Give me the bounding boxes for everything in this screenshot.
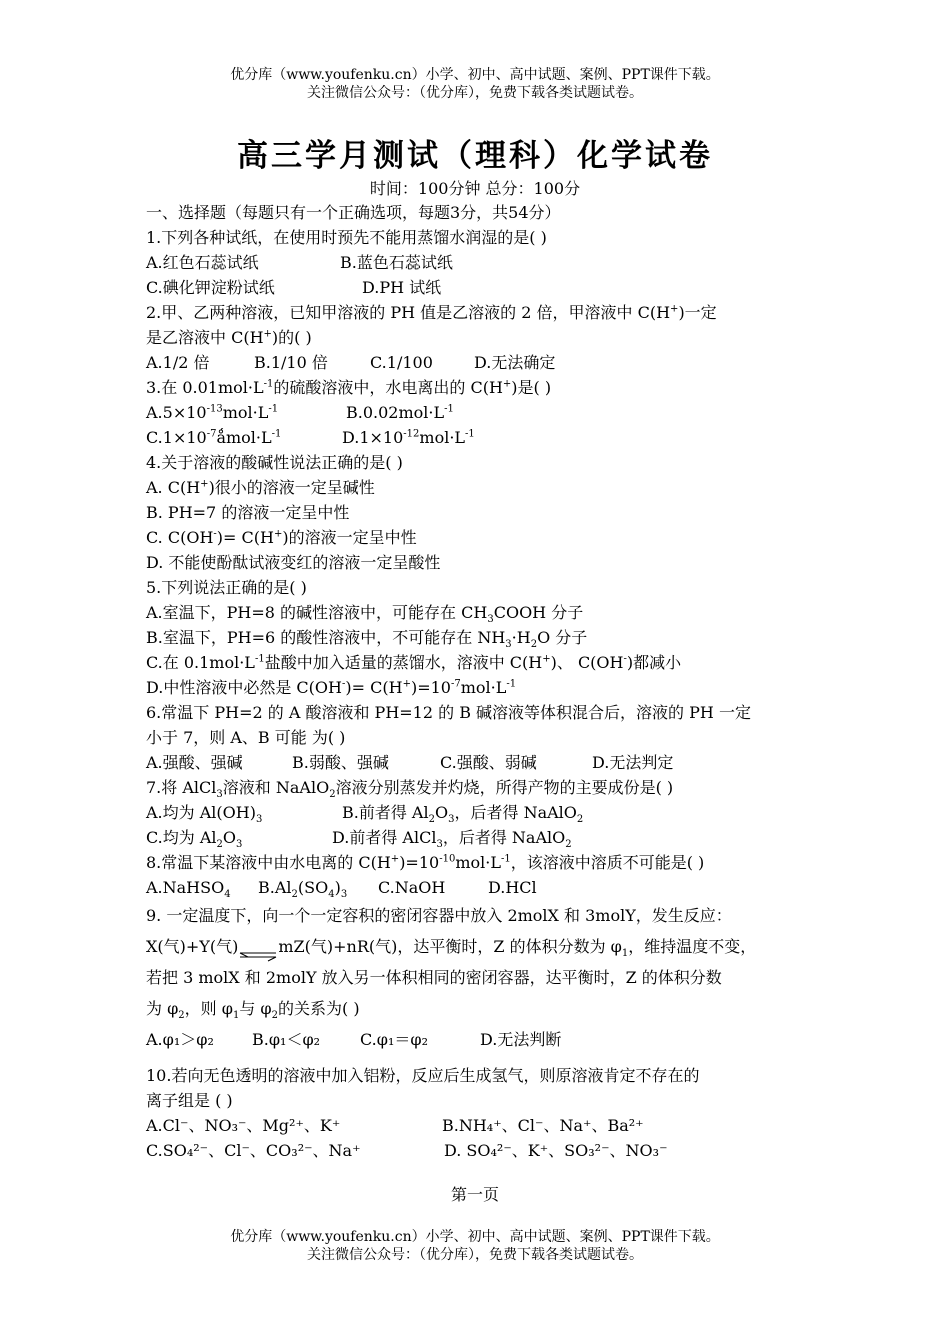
footer-line1: 优分库（www.youfenku.cn）小学、初中、高中试题、案例、PPT课件下载。 bbox=[230, 1229, 720, 1245]
q5-option-a: A.室温下，PH=8 的碱性溶液中，可能存在 $CH_3COOH$ 分子 bbox=[146, 603, 584, 626]
question-7-options-cd bbox=[146, 825, 812, 850]
question-5-stem: 5.下列说法正确的是( ) bbox=[146, 578, 307, 597]
question-9-stem-4: 为 $\varphi_2$，则 $\varphi_1$与 $\varphi_2$的关系为( ) bbox=[146, 999, 360, 1022]
q1-option-a: A.红色石蕊试纸 bbox=[146, 253, 259, 272]
q4-option-d: D. 不能使酚酞试液变红的溶液一定呈酸性 bbox=[146, 553, 441, 572]
q2-option-d: D.无法确定 bbox=[474, 353, 556, 372]
question-2-stem: 2.甲、乙两种溶液，已知甲溶液的 PH 值是乙溶液的 2 倍，甲溶液中 C(H+)一定 bbox=[146, 303, 717, 322]
question-3-options-cd bbox=[146, 425, 812, 450]
q10-option-a: A.Cl⁻、NO₃⁻、Mg²⁺、K⁺ bbox=[146, 1116, 341, 1135]
page-number: 第一页 bbox=[450, 1185, 499, 1204]
q10-option-c: C.SO₄²⁻、Cl⁻、CO₃²⁻、Na⁺ bbox=[146, 1141, 361, 1160]
question-6-stem: 6.常温下 PH=2 的 A 酸溶液和 PH=12 的 B 碱溶液等体积混合后，溶液的 PH 一定 bbox=[146, 703, 751, 722]
question-6-stem-cont: 小于 7，则 A、B 可能 为( ) bbox=[146, 728, 346, 747]
question-10-stem: 10.若向无色透明的溶液中加入铝粉，反应后生成氢气，则原溶液肯定不存在的 bbox=[146, 1066, 700, 1085]
q6-option-d: D.无法判定 bbox=[592, 753, 674, 772]
q1-option-b: B.蓝色石蕊试纸 bbox=[340, 253, 453, 272]
q7-option-b: B.前者得 $Al_2O_3$，后者得 NaAlO$_2$ bbox=[342, 803, 584, 826]
exam-body bbox=[146, 200, 812, 1163]
q2-option-a: A.1/2 倍 bbox=[146, 353, 210, 372]
q3-option-c: $C.1\times 10^{-7}ǻmol\cdot L^{-1}$ bbox=[146, 428, 282, 447]
q5-option-d: D.中性溶液中必然是 $C(OH^-)= C(H^+)=10^{-7}mol\cdot L^{-1}$ bbox=[146, 678, 517, 697]
q4-option-b: B. PH=7 的溶液一定呈中性 bbox=[146, 503, 350, 522]
question-9-stem: 9. 一定温度下，向一个一定容积的密闭容器中放入 2molX 和 3molY，发生反应： bbox=[146, 906, 732, 925]
question-8-options bbox=[146, 875, 812, 900]
question-8-stem: 8.常温下某溶液中由水电离的 $C(H^+)=10^{-10}mol\cdot L^{-1}$，该溶液中溶质不可能是( ) bbox=[146, 853, 705, 872]
question-4-stem: 4.关于溶液的酸碱性说法正确的是( ) bbox=[146, 453, 403, 472]
q10-option-b: B.NH₄⁺、Cl⁻、Na⁺、Ba²⁺ bbox=[442, 1116, 644, 1135]
q3-option-d: $D.1\times 10^{-12}mol\cdot L^{-1}$ bbox=[342, 428, 475, 447]
question-9-stem-2: X(气)+Y(气) mZ(气)+nR(气)，达平衡时，Z 的体积分数为 $\varphi_1$，维持温度不变， bbox=[146, 937, 757, 960]
q2-option-c: C.1/100 bbox=[370, 353, 433, 372]
question-10-stem-cont: 离子组是 ( ) bbox=[146, 1091, 233, 1110]
site-header bbox=[0, 66, 950, 102]
q9-option-c: C.φ₁＝φ₂ bbox=[360, 1030, 428, 1049]
header-line2: 关注微信公众号：（优分库），免费下载各类试题试卷。 bbox=[307, 85, 643, 101]
q8-option-d: D.HCl bbox=[488, 878, 537, 897]
q7-option-c: C.均为 $Al_2O_3$ bbox=[146, 828, 243, 851]
question-9-stem-3: 若把 3 molX 和 2molY 放入另一体积相同的密闭容器，达平衡时，Z 的体积分数 bbox=[146, 968, 722, 987]
page-title: 高三学月测试（理科）化学试卷 bbox=[237, 138, 713, 174]
q8-option-c: C.NaOH bbox=[378, 878, 446, 897]
header-line1: 优分库（www.youfenku.cn）小学、初中、高中试题、案例、PPT课件下载。 bbox=[230, 67, 720, 83]
question-1-stem: 1.下列各种试纸，在使用时预先不能用蒸馏水润湿的是( ) bbox=[146, 228, 547, 247]
question-3-stem: 3.在 $0.01mol\cdot L^{-1}$的硫酸溶液中，水电离出的 C(H+)是( ) bbox=[146, 378, 552, 397]
question-1-options-ab bbox=[146, 250, 812, 275]
question-7-options-ab bbox=[146, 800, 812, 825]
q8-option-a: A.NaHSO$_4$ bbox=[146, 878, 231, 901]
q1-option-c: C.碘化钾淀粉试纸 bbox=[146, 278, 275, 297]
question-3-options-ab bbox=[146, 400, 812, 425]
site-footer bbox=[0, 1228, 950, 1264]
question-10-options-cd bbox=[146, 1138, 812, 1163]
q3-option-a: $A.5\times 10^{-13}mol\cdot L^{-1}$ bbox=[146, 403, 279, 422]
q4-option-c: C. C(OH-)= C(H+)的溶液一定呈中性 bbox=[146, 528, 417, 547]
question-9-options bbox=[146, 1024, 812, 1055]
question-1-options-cd bbox=[146, 275, 812, 300]
q7-option-d: D.前者得 AlCl$_3$，后者得 NaAlO$_2$ bbox=[332, 828, 572, 851]
q7-option-a: A.均为 $Al(OH)_3$ bbox=[146, 803, 263, 826]
q5-option-b: B.室温下，PH=6 的酸性溶液中，不可能存在 $NH_3\cdot H_2O$ 分子 bbox=[146, 628, 588, 651]
q9-option-b: B.φ₁＜φ₂ bbox=[252, 1030, 321, 1049]
q3-option-b: $B.0.02mol\cdot L^{-1}$ bbox=[346, 403, 454, 422]
q9-option-d: D.无法判断 bbox=[480, 1030, 562, 1049]
question-10-options-ab bbox=[146, 1113, 812, 1138]
equilibrium-arrow-icon bbox=[238, 941, 278, 955]
q6-option-c: C.强酸、弱碱 bbox=[440, 753, 537, 772]
q10-option-d: D. SO₄²⁻、K⁺、SO₃²⁻、NO₃⁻ bbox=[444, 1141, 668, 1160]
q6-option-a: A.强酸、强碱 bbox=[146, 753, 243, 772]
q8-option-b: $B.Al_2(SO_4)_3$ bbox=[258, 878, 348, 901]
q6-option-b: B.弱酸、强碱 bbox=[292, 753, 389, 772]
q5-option-c: C.在 $0.1mol\cdot L^{-1}$盐酸中加入适量的蒸馏水，溶液中 C(H+)、 C(OH-)都减小 bbox=[146, 653, 682, 672]
question-2-stem-cont: 是乙溶液中 C(H+)的( ) bbox=[146, 328, 312, 347]
q4-option-a: A. C(H+)很小的溶液一定呈碱性 bbox=[146, 478, 375, 497]
q9-option-a: A.φ₁＞φ₂ bbox=[146, 1030, 214, 1049]
footer-line2: 关注微信公众号：（优分库），免费下载各类试题试卷。 bbox=[307, 1247, 643, 1263]
q1-option-d: D.PH 试纸 bbox=[362, 278, 442, 297]
q2-option-b: B.1/10 倍 bbox=[254, 353, 328, 372]
exam-meta: 时间：100分钟 总分：100分 bbox=[369, 179, 581, 198]
question-7-stem: 7.将 AlCl$_3$溶液和 NaAlO$_2$溶液分别蒸发并灼烧，所得产物的主要成份是( ) bbox=[146, 778, 674, 801]
question-2-options bbox=[146, 350, 812, 375]
question-6-options bbox=[146, 750, 812, 775]
section-heading: 一、选择题（每题只有一个正确选项，每题3分，共54分） bbox=[146, 203, 561, 222]
